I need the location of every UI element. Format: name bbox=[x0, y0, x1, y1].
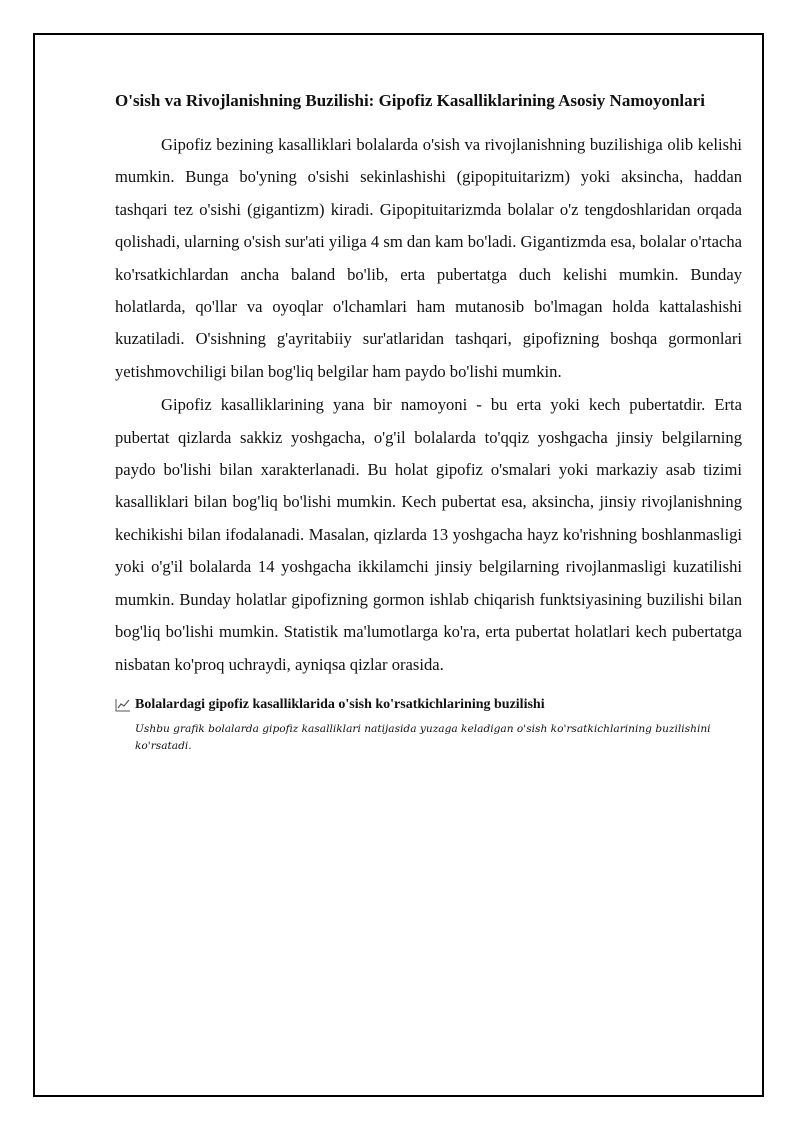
chart-increasing-icon bbox=[115, 698, 131, 712]
figure-heading bbox=[115, 695, 742, 715]
document-content bbox=[115, 88, 742, 755]
figure-caption: Ushbu grafik bolalarda gipofiz kasalliklari natijasida yuzaga keladigan o'sish ko'rsatkichlarining buzilishini ko'rsatadi. bbox=[135, 722, 711, 752]
paragraph-2: Gipofiz kasalliklarining yana bir namoyoni - bu erta yoki kech pubertatdir. Erta pubertat qizlarda sakkiz yoshgacha, o'g'il bolalarda to'qqiz yoshgacha jinsiy belgilarning paydo bo'lishi bilan xarakterlanadi. Bu holat gipofiz o'smalari yoki markaziy asab tizimi kasalliklari bilan bog'liq bo'lishi mumkin. Kech pubertat esa, aksincha, jinsiy rivojlanishning kechikishi bilan ifodalanadi. Masalan, qizlarda 13 yoshgacha hayz ko'rishning boshlanmasligi yoki o'g'il bolalarda 14 yoshgacha ikkilamchi jinsiy belgilarning rivojlanmasligi kuzatilishi mumkin. Bunday holatlar gipofizning gormon ishlab chiqarish funktsiyasining buzilishi bilan bog'liq bo'lishi mumkin. Statistik ma'lumotlarga ko'ra, erta pubertat holatlari kech pubertatga nisbatan ko'proq uchraydi, ayniqsa qizlar orasida. bbox=[115, 395, 742, 674]
figure-title: Bolalardagi gipofiz kasalliklarida o'sish ko'rsatkichlarining buzilishi bbox=[135, 696, 545, 712]
paragraph-1: Gipofiz bezining kasalliklari bolalarda o'sish va rivojlanishning buzilishiga olib kelishi mumkin. Bunga bo'yning o'sishi sekinlashishi (gipopituitarizm) yoki aksincha, haddan tashqari tez o'sishi (gigantizm) kiradi. Gipopituitarizmda bolalar o'z tengdoshlaridan orqada qolishadi, ularning o'sish sur'ati yiliga 4 sm dan kam bo'ladi. Gigantizmda esa, bolalar o'rtacha ko'rsatkichlardan ancha baland bo'lib, erta pubertatga duch kelishi mumkin. Bunday holatlarda, qo'llar va oyoqlar o'lchamlari ham mutanosib bo'lmagan holda kattalashishi kuzatiladi. O'sishning g'ayritabiiy sur'atlaridan tashqari, gipofizning boshqa gormonlari yetishmovchiligi bilan bog'liq belgilar ham paydo bo'lishi mumkin. bbox=[115, 135, 742, 381]
document-title: O'sish va Rivojlanishning Buzilishi: Gipofiz Kasalliklarining Asosiy Namoyonlari bbox=[115, 91, 705, 110]
